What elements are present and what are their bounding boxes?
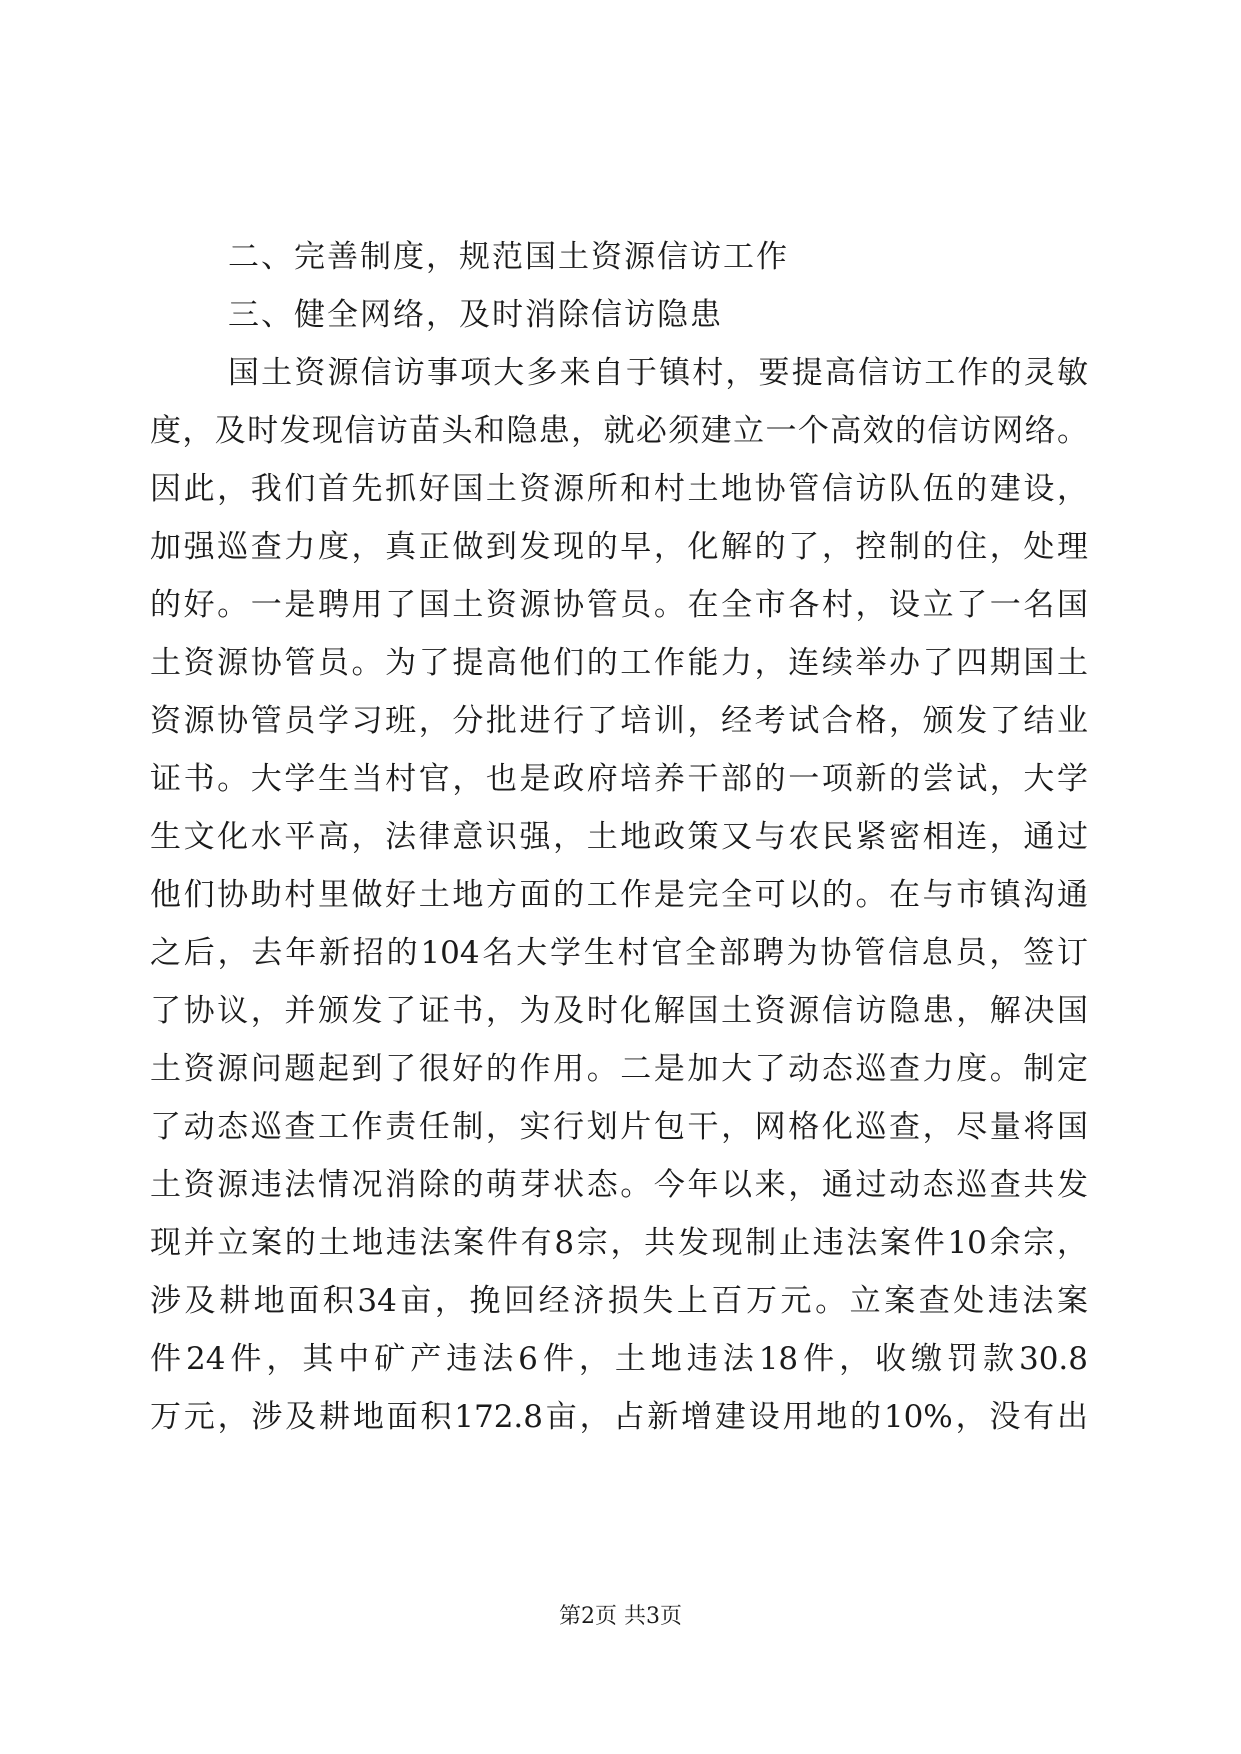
paragraph-line: 万元，涉及耕地面积172.8亩，占新增建设用地的10%，没有出: [150, 1399, 1088, 1435]
document-body: [150, 228, 1088, 1446]
paragraph-line: 国土资源信访事项大多来自于镇村，要提高信访工作的灵敏: [228, 355, 1088, 391]
paragraph-line: 因此，我们首先抓好国土资源所和村土地协管信访队伍的建设，: [150, 471, 1088, 507]
paragraph-line: 证书。大学生当村官，也是政府培养干部的一项新的尝试，大学: [150, 761, 1088, 797]
paragraph-line: 土资源问题起到了很好的作用。二是加大了动态巡查力度。制定: [150, 1051, 1088, 1087]
section-heading-3: 三、健全网络，及时消除信访隐患: [228, 297, 723, 333]
paragraph-line: 度，及时发现信访苗头和隐患，就必须建立一个高效的信访网络。: [150, 413, 1088, 449]
paragraph: [150, 344, 1088, 1446]
paragraph-line: 资源协管员学习班，分批进行了培训，经考试合格，颁发了结业: [150, 703, 1088, 739]
paragraph-line: 件24件，其中矿产违法6件，土地违法18件，收缴罚款30.8: [150, 1341, 1088, 1377]
section-heading-2: 二、完善制度，规范国土资源信访工作: [228, 239, 789, 275]
page-footer: [0, 1602, 1241, 1632]
paragraph-line: 加强巡查力度，真正做到发现的早，化解的了，控制的住，处理: [150, 529, 1088, 565]
paragraph-line: 了协议，并颁发了证书，为及时化解国土资源信访隐患，解决国: [150, 993, 1088, 1029]
paragraph-line: 的好。一是聘用了国土资源协管员。在全市各村，设立了一名国: [150, 587, 1088, 623]
page-number-label: 第2页 共3页: [559, 1604, 682, 1629]
paragraph-line: 之后，去年新招的104名大学生村官全部聘为协管信息员，签订: [150, 935, 1088, 971]
paragraph-line: 土资源协管员。为了提高他们的工作能力，连续举办了四期国土: [150, 645, 1088, 681]
paragraph-line: 了动态巡查工作责任制，实行划片包干，网格化巡查，尽量将国: [150, 1109, 1088, 1145]
paragraph-line: 土资源违法情况消除的萌芽状态。今年以来，通过动态巡查共发: [150, 1167, 1088, 1203]
paragraph-line: 涉及耕地面积34亩，挽回经济损失上百万元。立案查处违法案: [150, 1283, 1088, 1319]
paragraph-line: 现并立案的土地违法案件有8宗，共发现制止违法案件10余宗，: [150, 1225, 1088, 1261]
paragraph-line: 他们协助村里做好土地方面的工作是完全可以的。在与市镇沟通: [150, 877, 1088, 913]
paragraph-line: 生文化水平高，法律意识强，土地政策又与农民紧密相连，通过: [150, 819, 1088, 855]
